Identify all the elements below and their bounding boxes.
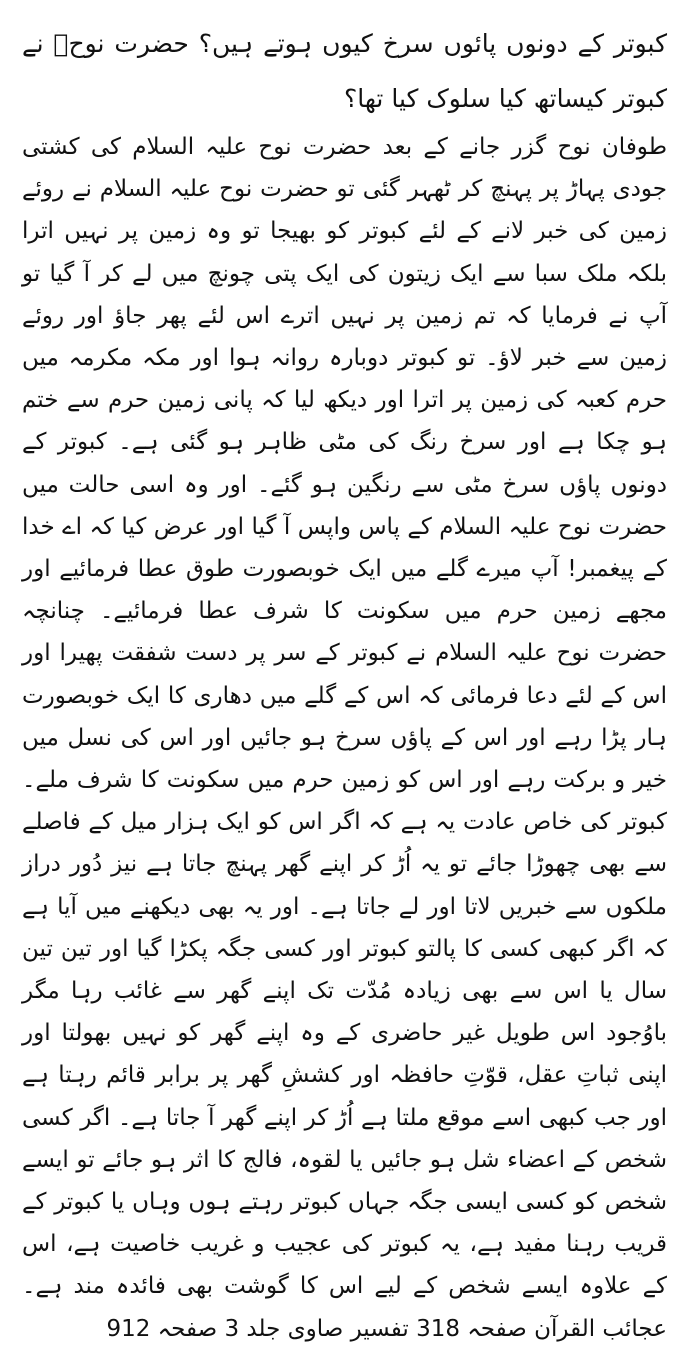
article-title: کبوتر کے دونوں پائوں سرخ کیوں ہوتے ہیں؟ حضرت نوحؑ نے کبوتر کیساتھ کیا سلوک کیا تھا؟ — [22, 29, 667, 113]
article-body: طوفان نوح گزر جانے کے بعد حضرت نوح علیہ السلام کی کشتی جودی پہاڑ پر پہنچ کر ٹھہر گئی تو حضرت نوح علیہ السلام نے روئے زمین کی خبر لانے کے لئے کبوتر کو بھیجا تو وہ زمین پر نہیں اترا بلکہ ملک سبا سے ایک زیتون کی ایک پتی چونچ میں لے کر آ گیا تو آپ نے فرمایا کہ تم زمین پر نہیں اترے اس لئے پھر جاؤ اور روئے زمین سے خبر لاؤ۔ تو کبوتر دوبارہ روانہ ہوا اور مکہ مکرمہ میں حرم کعبہ کی زمین پر اترا اور دیکھ لیا کہ پانی زمین حرم سے ختم ہو چکا ہے اور سرخ رنگ کی مٹی ظاہر ہو گئی ہے۔ کبوتر کے دونوں پاؤں سرخ مٹی سے رنگین ہو گئے۔ اور وہ اسی حالت میں حضرت نوح علیہ السلام کے پاس واپس آ گیا اور عرض کیا کہ اے خدا کے پیغمبر! آپ میرے گلے میں ایک خوبصورت طوق عطا فرمائیے اور مجھے زمین حرم میں سکونت کا شرف عطا فرمائیے۔ چنانچہ حضرت نوح علیہ السلام نے کبوتر کے سر پر دست شفقت پھیرا اور اس کے لئے دعا فرمائی کہ اس کے گلے میں دھاری کا ایک خوبصورت ہار پڑا رہے اور اس کے پاؤں سرخ ہو جائیں اور اس کی نسل میں خیر و برکت رہے اور اس کو زمین حرم میں سکونت کا شرف ملے۔ کبوتر کی خاص عادت یہ ہے کہ اگر اس کو ایک ہزار میل کے فاصلے سے بھی چھوڑا جائے تو یہ اُڑ کر اپنے گھر پہنچ جاتا ہے نیز دُور دراز ملکوں سے خبریں لاتا اور لے جاتا ہے۔ اور یہ بھی دیکھنے میں آیا ہے کہ اگر کبھی کسی کا پالتو کبوتر اور کسی جگہ پکڑا گیا اور تین تین سال یا اس سے بھی زیادہ مُدّت تک اپنے گھر سے غائب رہا مگر باوُجود اس طویل غیر حاضری کے وہ اپنے گھر کو نہیں بھولتا اور اپنی ثباتِ عقل، قوّتِ حافظہ اور کششِ گھر پر برابر قائم رہتا ہے اور جب کبھی اسے موقع ملتا ہے اُڑ کر اپنے گھر آ جاتا ہے۔ اگر کسی شخص کے اعضاء شل ہو جائیں یا لقوہ، فالج کا اثر ہو جائے تو ایسے شخص کو کسی ایسی جگہ جہاں کبوتر رہتے ہوں وہاں یا کبوتر کے قریب رہنا مفید ہے، یہ کبوتر کی عجیب و غریب خاصیت ہے، اس کے علاوہ ایسے شخص کے لیے اس کا گوشت بھی فائدہ مند ہے۔ عجائب القرآن صفحہ 318 تفسیر صاوی جلد 3 صفحہ 912 — [22, 134, 667, 1342]
